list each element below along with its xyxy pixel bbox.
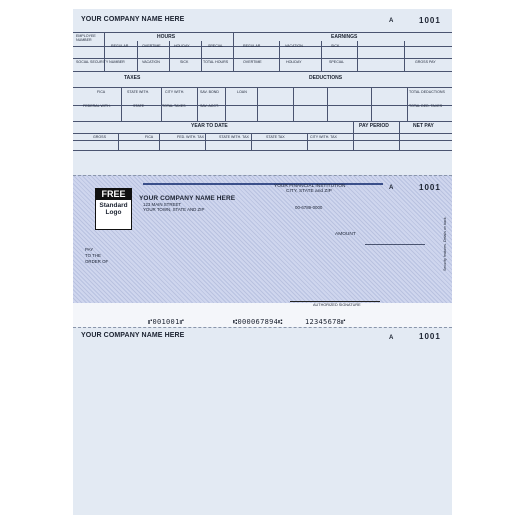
routing-fraction: 00-6789-0000 [295,205,323,210]
micr-account: 12345678⑈ [305,318,346,326]
check-address1: 123 MAIN STREET [143,202,182,207]
field-label: FED. WITH. TAX [177,135,205,139]
bank-city: CITY, STATE and ZIP [286,189,332,194]
field-label: SAV. ACCT. [200,104,219,108]
bottom-stub [73,327,452,515]
field-label: FICA [145,135,154,139]
field-label: SICK [331,44,340,48]
field-label: OVERTIME [243,60,262,64]
year-to-date-header: YEAR TO DATE [191,123,228,129]
standard-logo [95,188,132,230]
micr-routing: ⑆000067894⑆ [233,318,283,326]
field-label: VACATION [142,60,160,64]
field-label: TOTAL TAXES [162,104,186,108]
field-label: GROSS PAY [415,60,436,64]
field-label: SPECIAL [329,60,345,64]
hours-header: HOURS [157,34,176,40]
field-label: LOAN [237,90,247,94]
ssn-label: SOCIAL SECURITY NUMBER [76,60,125,64]
employee-number-label: EMPLOYEE NUMBER [76,34,96,42]
logo-line2: Logo [105,209,122,216]
check-address2: YOUR TOWN, STATE AND ZIP [143,207,205,212]
perforation-bottom [73,327,452,328]
field-label: SPECIAL [208,44,224,48]
bottom-company-name: YOUR COMPANY NAME HERE [81,332,185,339]
field-label: HOLIDAY [286,60,302,64]
check-letter: A [389,185,394,191]
field-label: TOTAL DED. TAXES [409,104,443,108]
field-label: GROSS [93,135,106,139]
taxes-header: TAXES [124,75,141,81]
to-the-label: TO THE [85,253,101,258]
perforation-top [73,175,452,176]
field-label: SAV. BOND [200,90,219,94]
field-label: CITY WITH. [165,90,185,94]
logo-free-text: FREE [96,189,131,200]
check-top-bar [143,183,383,185]
field-label: REGULAR [243,44,261,48]
field-label: OVERTIME [142,44,161,48]
bottom-letter: A [389,335,394,341]
amount-line [365,244,425,245]
logo-line1: Standard [99,202,128,209]
net-pay-header: NET PAY [413,123,434,129]
security-note: Security features. Details on back. [443,216,447,271]
earnings-header: EARNINGS [331,34,358,40]
micr-check-number: ⑈001001⑈ [148,318,185,326]
field-label: TOTAL HOURS [203,60,229,64]
pay-label: PAY [85,247,94,252]
bottom-check-number: 1001 [419,332,441,341]
field-label: TOTAL DEDUCTIONS [409,90,445,94]
field-label: CITY WITH. TAX [310,135,337,139]
check-number: 1001 [419,183,441,192]
field-label: SICK [180,60,189,64]
top-check-number: 1001 [419,16,441,25]
field-label: STATE WITH. TAX [219,135,249,139]
field-label: STATE TAX [266,135,285,139]
field-label: VACATION [285,44,303,48]
field-label: FEDERAL WITH. [83,104,111,108]
bank-name: YOUR FINANCIAL INSTITUTION [274,184,346,189]
payroll-check-form [73,9,452,515]
field-label: FICA [97,90,106,94]
amount-label: AMOUNT [335,232,356,237]
top-company-name: YOUR COMPANY NAME HERE [81,16,185,23]
signature-line [290,301,380,302]
field-label: REGULAR [111,44,129,48]
field-label: HOLIDAY [174,44,190,48]
order-of-label: ORDER OF [85,259,109,264]
top-letter: A [389,18,394,24]
check-company-name: YOUR COMPANY NAME HERE [139,195,236,202]
field-label: STATE [133,104,145,108]
field-label: STATE WITH. [127,90,150,94]
deductions-header: DEDUCTIONS [309,75,343,81]
signature-label: AUTHORIZED SIGNATURE [313,303,361,307]
pay-period-header: PAY PERIOD [359,123,389,129]
